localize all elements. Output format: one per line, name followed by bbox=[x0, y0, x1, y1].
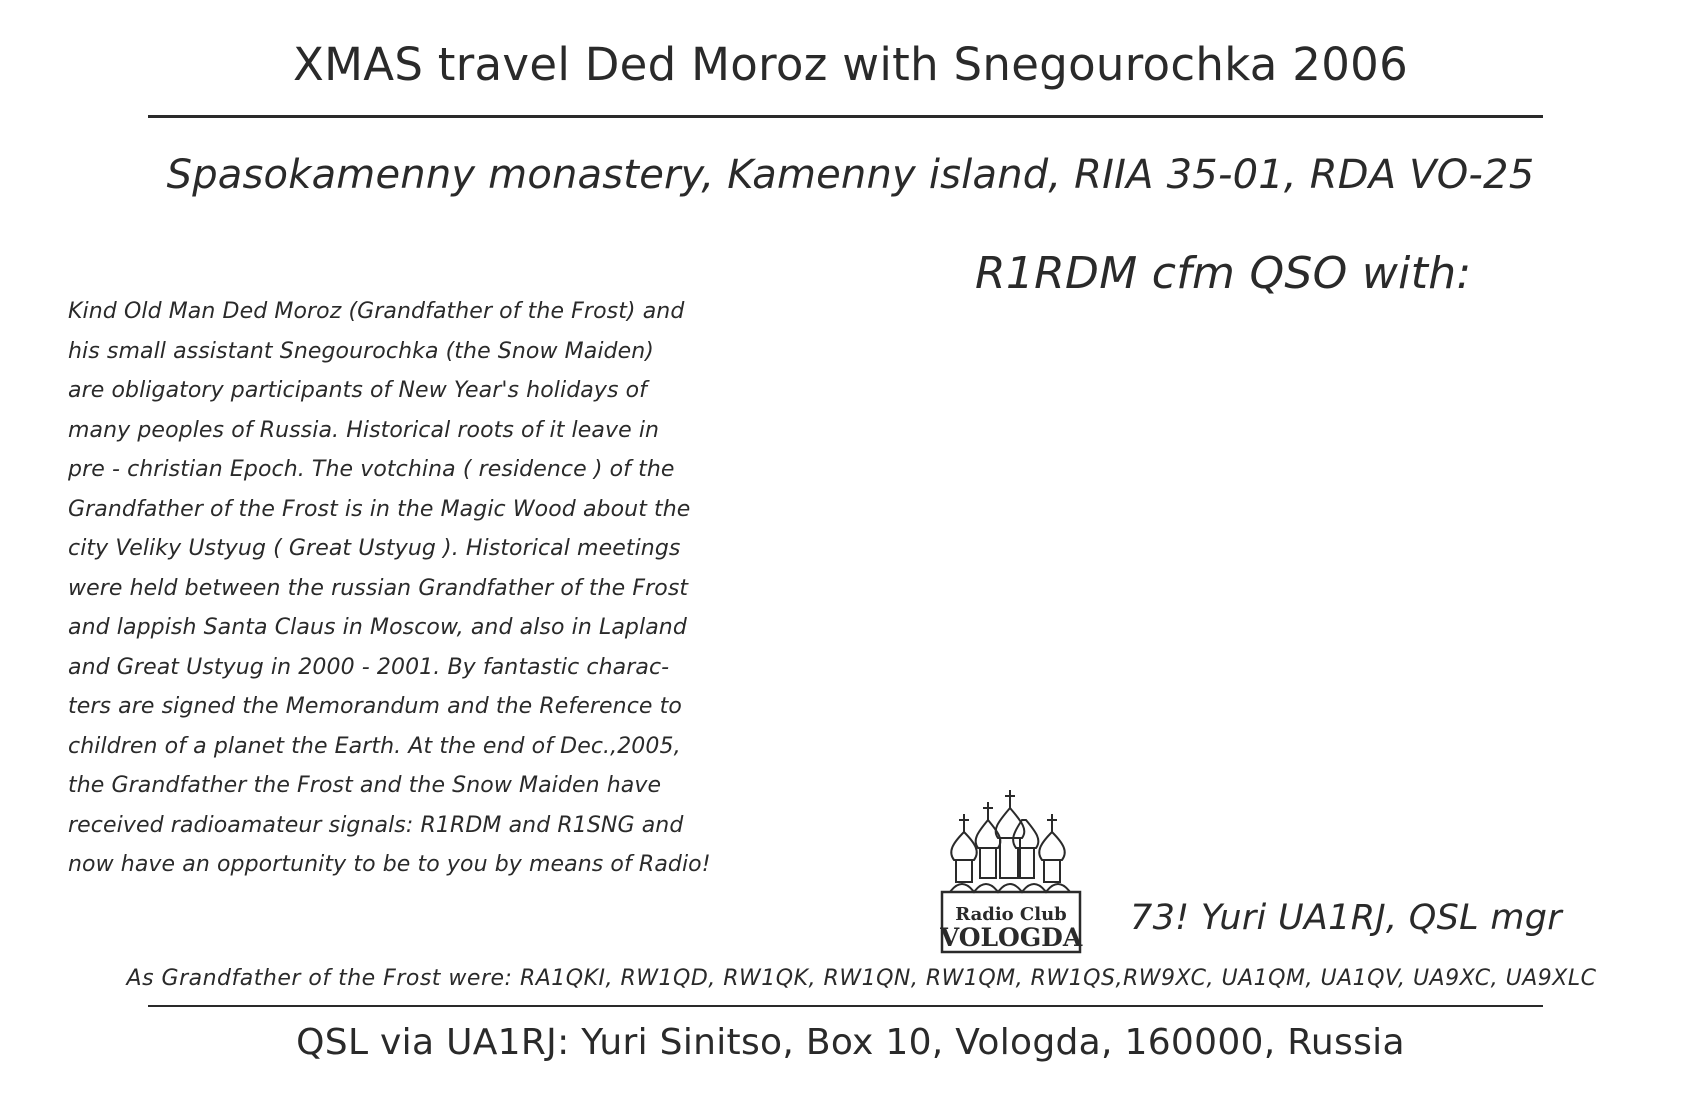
story-line: many peoples of Russia. Historical roots of it leave in bbox=[68, 417, 660, 443]
signoff: 73! Yuri UA1RJ, QSL mgr bbox=[1130, 898, 1562, 938]
story-line: Grandfather of the Frost is in the Magic Wood about the bbox=[68, 496, 691, 522]
story-line: city Veliky Ustyug ( Great Ustyug ). Historical meetings bbox=[68, 536, 681, 561]
story-line: are obligatory participants of New Year's holidays of bbox=[68, 378, 648, 403]
story-line: received radioamateur signals: R1RDM and R1SNG and bbox=[68, 812, 684, 838]
card-title: XMAS travel Ded Moroz with Snegourochka 2006 bbox=[292, 38, 1409, 91]
story-line: children of a planet the Earth. At the end of Dec.,2005, bbox=[68, 733, 681, 759]
story-line: and lappish Santa Claus in Moscow, and also in Lapland bbox=[68, 615, 687, 640]
location-line: Spasokamenny monastery, Kamenny island, RIIA 35-01, RDA VO-25 bbox=[166, 152, 1535, 198]
story-line: Kind Old Man Ded Moroz (Grandfather of the Frost) and bbox=[68, 299, 685, 324]
logo-line-2: VOLOGDA bbox=[940, 923, 1083, 952]
story-line: were held between the russian Grandfather of the Frost bbox=[68, 575, 689, 601]
story-line: ters are signed the Memorandum and the Reference to bbox=[68, 694, 682, 719]
grandfathers-callsigns: As Grandfather of the Frost were: RA1QKI, RW1QD, RW1QK, RW1QN, RW1QM, RW1QS,RW9XC, UA1QM, UA1QV, UA9XC, UA9XLC bbox=[126, 966, 1597, 991]
church-domes-icon bbox=[940, 790, 1085, 955]
top-divider bbox=[148, 115, 1543, 118]
cfm-heading: R1RDM cfm QSO with: bbox=[975, 248, 1472, 299]
bottom-divider bbox=[148, 1005, 1543, 1007]
story-line: and Great Ustyug in 2000 - 2001. By fantastic charac- bbox=[68, 654, 670, 680]
story-line: the Grandfather the Frost and the Snow Maiden have bbox=[68, 773, 662, 798]
story-paragraph bbox=[68, 292, 768, 885]
story-line: his small assistant Snegourochka (the Snow Maiden) bbox=[68, 338, 654, 364]
qsl-via-address: QSL via UA1RJ: Yuri Sinitso, Box 10, Vologda, 160000, Russia bbox=[296, 1022, 1405, 1063]
story-line: pre - christian Epoch. The votchina ( residence ) of the bbox=[68, 457, 675, 482]
story-line: now have an opportunity to be to you by means of Radio! bbox=[68, 852, 711, 877]
radio-club-vologda-logo bbox=[940, 790, 1085, 955]
logo-line-1: Radio Club bbox=[955, 904, 1067, 925]
